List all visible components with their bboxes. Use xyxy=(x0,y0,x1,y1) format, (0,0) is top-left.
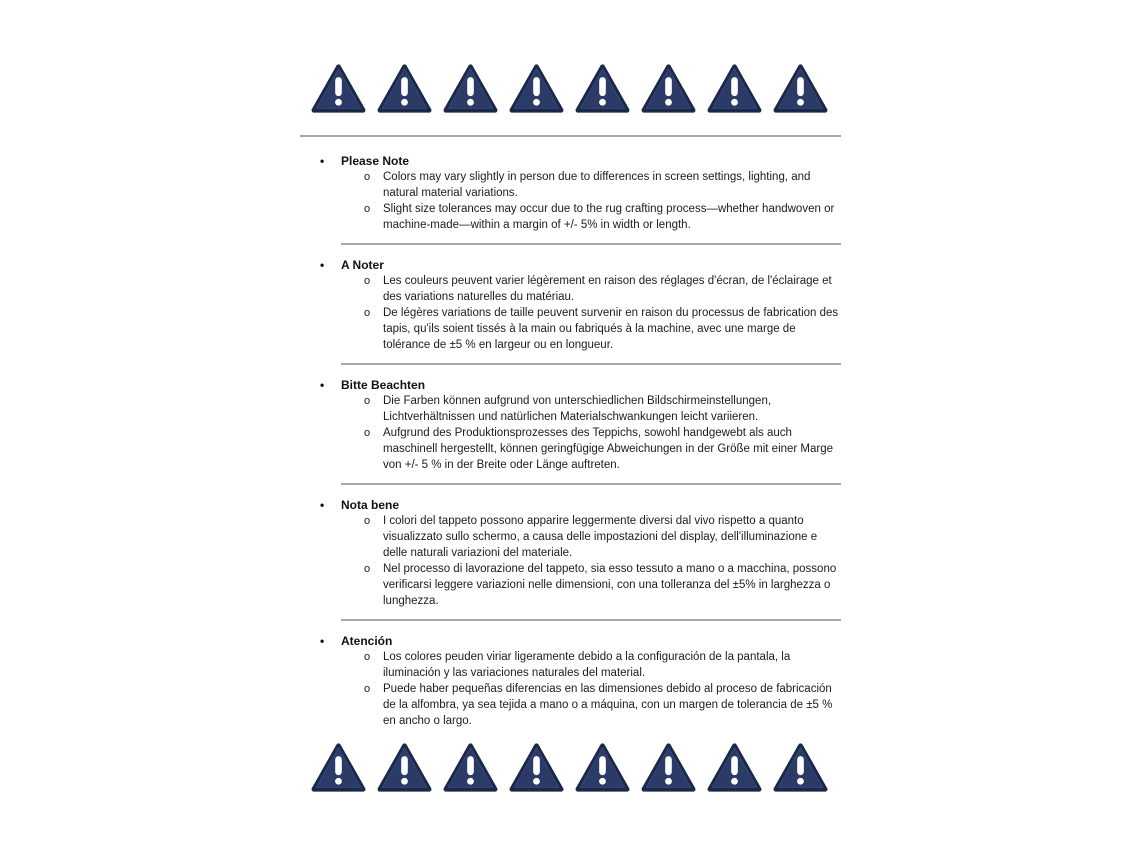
warning-triangle-icon xyxy=(640,741,697,794)
list-item-text: I colori del tappeto possono apparire leggermente diversi dal vivo rispetto a quanto visualizzato sullo schermo, a causa delle impostazioni del display, dell'illuminazione e delle naturali variazioni del materiale. xyxy=(383,515,818,559)
section-heading xyxy=(300,633,841,649)
section-nota-bene xyxy=(300,497,841,609)
warning-triangle-icon xyxy=(706,741,763,794)
warning-row-bottom xyxy=(310,741,841,794)
list-item xyxy=(300,513,841,561)
document-content xyxy=(300,62,841,794)
section-heading xyxy=(300,257,841,273)
circle-bullet-icon: o xyxy=(364,171,371,183)
list-item-text: Puede haber pequeñas diferencias en las dimensiones debido al proceso de fabricación de la alfombra, ya sea tejida a mano o a máquina, con un margen de tolerancia de ±5 % en ancho o largo. xyxy=(383,683,833,727)
circle-bullet-icon: o xyxy=(364,307,371,319)
section-title: A Noter xyxy=(341,258,384,272)
list-item-text: Les couleurs peuvent varier légèrement en raison des réglages d'écran, de l'éclairage et des variations naturelles du matériau. xyxy=(383,275,832,303)
section-a-noter xyxy=(300,257,841,353)
list-item xyxy=(300,649,841,681)
bullet-icon: • xyxy=(320,634,325,648)
circle-bullet-icon: o xyxy=(364,427,371,439)
circle-bullet-icon: o xyxy=(364,203,371,215)
list-item xyxy=(300,425,841,473)
list-item-text: Nel processo di lavorazione del tappeto, sia esso tessuto a mano o a macchina, possono verificarsi leggere variazioni nelle dimensioni, con una tolleranza del ±5% in larghezza o lunghezza. xyxy=(383,563,837,607)
circle-bullet-icon: o xyxy=(364,515,371,527)
list-item xyxy=(300,561,841,609)
warning-triangle-icon xyxy=(442,741,499,794)
warning-triangle-icon xyxy=(574,741,631,794)
section-divider xyxy=(341,483,841,485)
warning-triangle-icon xyxy=(442,62,499,115)
warning-triangle-icon xyxy=(772,741,829,794)
section-title: Please Note xyxy=(341,154,410,168)
section-title: Bitte Beachten xyxy=(341,378,426,392)
warning-row-top xyxy=(310,62,841,115)
warning-triangle-icon xyxy=(574,62,631,115)
circle-bullet-icon: o xyxy=(364,683,371,695)
list-item-text: Die Farben können aufgrund von unterschiedlichen Bildschirmeinstellungen, Lichtverhältnissen und natürlichen Materialschwankungen leicht variieren. xyxy=(383,395,772,423)
bullet-icon: • xyxy=(320,258,325,272)
circle-bullet-icon: o xyxy=(364,651,371,663)
section-divider xyxy=(341,243,841,245)
section-title: Atención xyxy=(341,634,393,648)
bullet-icon: • xyxy=(320,498,325,512)
warning-triangle-icon xyxy=(706,62,763,115)
list-item xyxy=(300,681,841,729)
section-atencion xyxy=(300,633,841,729)
section-divider xyxy=(341,619,841,621)
list-item-text: Colors may vary slightly in person due to differences in screen settings, lighting, and natural material variations. xyxy=(383,171,811,199)
circle-bullet-icon: o xyxy=(364,395,371,407)
bullet-icon: • xyxy=(320,154,325,168)
circle-bullet-icon: o xyxy=(364,563,371,575)
warning-triangle-icon xyxy=(310,741,367,794)
warning-triangle-icon xyxy=(508,741,565,794)
list-item xyxy=(300,273,841,305)
list-item-text: Slight size tolerances may occur due to the rug crafting process—whether handwoven or machine-made—within a margin of +/- 5% in width or length. xyxy=(383,203,835,231)
warning-triangle-icon xyxy=(376,741,433,794)
list-item-text: Aufgrund des Produktionsprozesses des Teppichs, sowohl handgewebt als auch maschinell hergestellt, können geringfügige Abweichungen in der Größe mit einer Marge von +/- 5 % in der Breite oder Länge auftreten. xyxy=(383,427,834,471)
section-heading xyxy=(300,377,841,393)
warning-triangle-icon xyxy=(376,62,433,115)
section-bitte-beachten xyxy=(300,377,841,473)
list-item-text: De légères variations de taille peuvent survenir en raison du processus de fabrication des tapis, qu'ils soient tissés à la main ou fabriqués à la machine, avec une marge de tolérance de ±5 % en largeur ou en longueur. xyxy=(383,307,839,351)
list-item xyxy=(300,169,841,201)
warning-triangle-icon xyxy=(772,62,829,115)
section-divider xyxy=(341,363,841,365)
warning-triangle-icon xyxy=(508,62,565,115)
top-divider xyxy=(300,135,841,137)
list-item-text: Los colores peuden viriar ligeramente debido a la configuración de la pantala, la iluminación y las variaciones naturales del material. xyxy=(383,651,791,679)
list-item xyxy=(300,201,841,233)
circle-bullet-icon: o xyxy=(364,275,371,287)
warning-triangle-icon xyxy=(310,62,367,115)
section-title: Nota bene xyxy=(341,498,400,512)
section-heading xyxy=(300,497,841,513)
section-heading xyxy=(300,153,841,169)
bullet-icon: • xyxy=(320,378,325,392)
list-item xyxy=(300,305,841,353)
section-please-note xyxy=(300,153,841,233)
list-item xyxy=(300,393,841,425)
warning-triangle-icon xyxy=(640,62,697,115)
